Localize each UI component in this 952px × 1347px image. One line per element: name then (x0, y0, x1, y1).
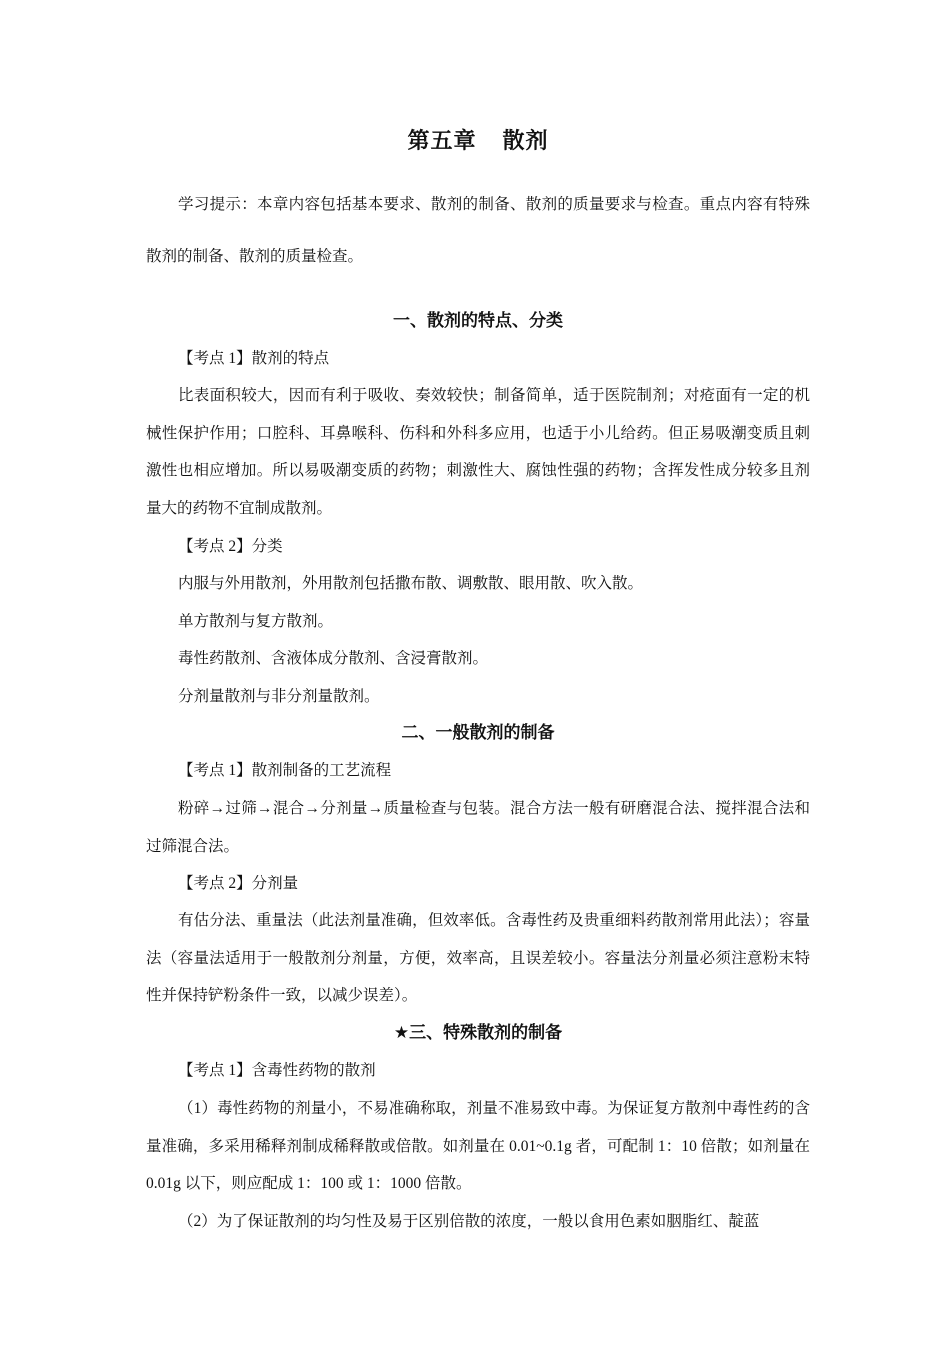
list-item: 毒性药散剂、含液体成分散剂、含浸膏散剂。 (178, 650, 489, 667)
list-item: 分剂量散剂与非分剂量散剂。 (178, 688, 380, 705)
point-title: 【考点 2】分剂量 (178, 875, 299, 892)
point-title: 【考点 1】含毒性药物的散剂 (178, 1062, 376, 1079)
paragraph: （1）毒性药物的剂量小，不易准确称取，剂量不准易致中毒。为保证复方散剂中毒性药的含量准确，多采用稀释剂制成稀释散或倍散。如剂量在 0.01~0.1g 者，可配制 1：10 倍散；如剂量在 0.01g 以下，则应配成 1：100 或 1：1000 倍散。 (146, 1100, 810, 1192)
list-item: 单方散剂与复方散剂。 (178, 613, 334, 630)
point-title: 【考点 1】散剂的特点 (178, 350, 330, 367)
section-heading-1: 一、散剂的特点、分类 (393, 311, 563, 331)
chapter-title: 第五章 散剂 (407, 128, 549, 154)
section-heading-3: ★三、特殊散剂的制备 (393, 1023, 563, 1043)
paragraph: 有估分法、重量法（此法剂量准确，但效率低。含毒性药及贵重细料药散剂常用此法）；容量法（容量法适用于一般散剂分剂量，方便，效率高，且误差较小。容量法分剂量必须注意粉末特性并保持铲粉条件一致，以减少误差）。 (146, 912, 810, 1004)
section-heading-2: 二、一般散剂的制备 (401, 723, 555, 743)
point-title: 【考点 1】散剂制备的工艺流程 (178, 762, 392, 779)
list-item: 内服与外用散剂，外用散剂包括撒布散、调敷散、眼用散、吹入散。 (178, 575, 644, 592)
paragraph: 比表面积较大，因而有利于吸收、奏效较快；制备简单，适于医院制剂；对疮面有一定的机械性保护作用；口腔科、耳鼻喉科、伤科和外科多应用，也适于小儿给药。但正易吸潮变质且刺激性也相应增加。所以易吸潮变质的药物；刺激性大、腐蚀性强的药物；含挥发性成分较多且剂量大的药物不宜制成散剂。 (146, 387, 810, 517)
paragraph: （2）为了保证散剂的均匀性及易于区别倍散的浓度，一般以食用色素如胭脂红、靛蓝 (178, 1213, 760, 1230)
point-title: 【考点 2】分类 (178, 538, 283, 555)
paragraph: 粉碎→过筛→混合→分剂量→质量检查与包装。混合方法一般有研磨混合法、搅拌混合法和过筛混合法。 (146, 800, 810, 855)
study-tip: 学习提示：本章内容包括基本要求、散剂的制备、散剂的质量要求与检查。重点内容有特殊散剂的制备、散剂的质量检查。 (146, 195, 810, 265)
